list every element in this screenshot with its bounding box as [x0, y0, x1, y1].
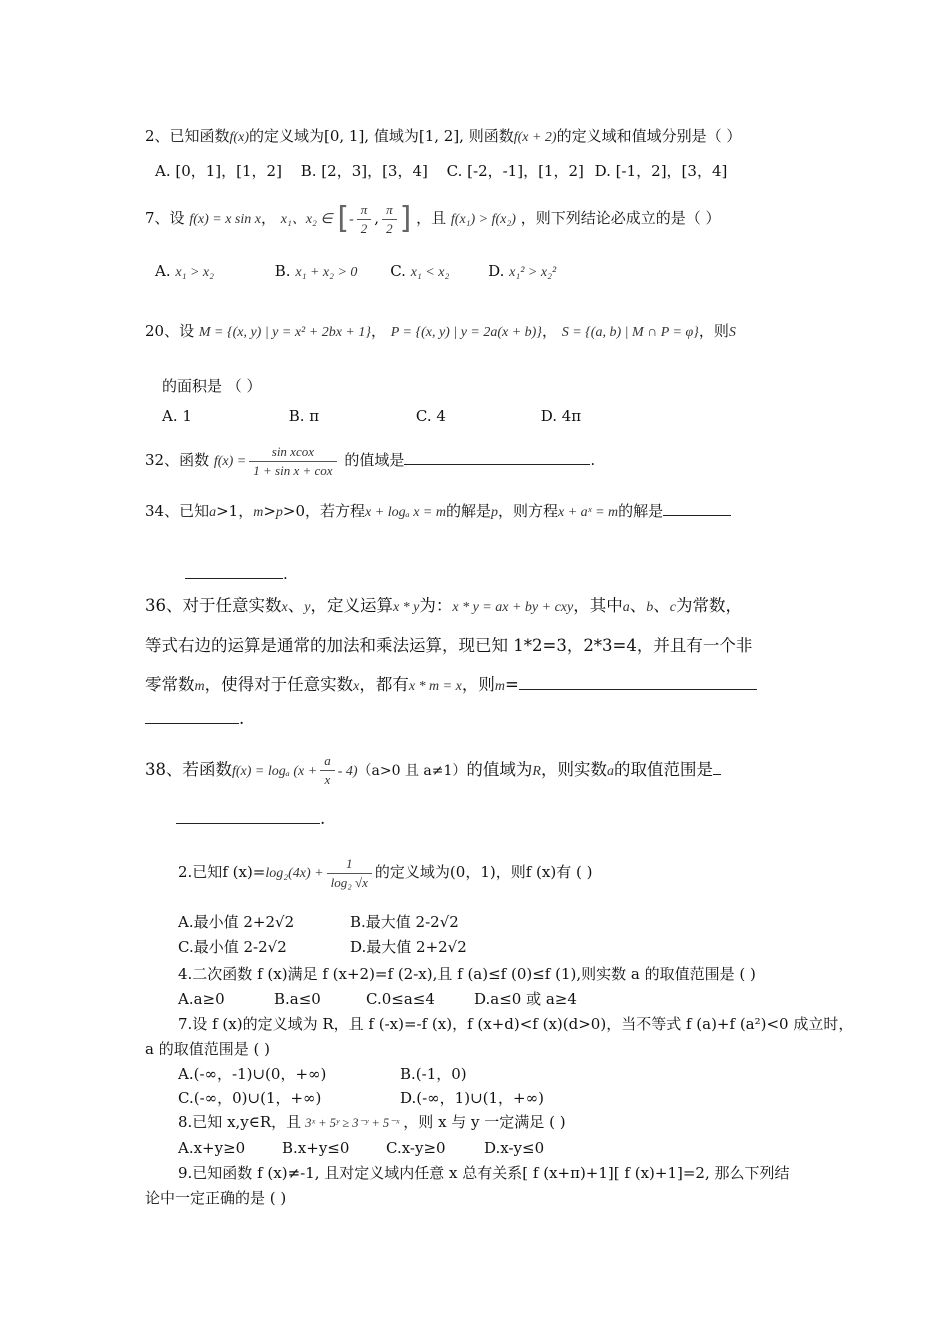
option-c: C. 4 — [415, 407, 446, 425]
question-2 — [145, 125, 741, 149]
question-text: 的定义域为[0, 1], 值域为[1, 2], 则函数 — [248, 127, 514, 145]
question-text: 的取值范围是 — [613, 760, 713, 779]
option-a: A.x+y≥0 — [178, 1139, 246, 1157]
option-b: B. π — [288, 407, 320, 425]
question-38-line2 — [176, 806, 325, 832]
question-text: 2.已知 — [178, 863, 223, 881]
problem-4-options — [178, 988, 577, 1010]
problem-7-options-row1 — [178, 1063, 467, 1085]
problem-7-line2: a 的取值范围是 ( ) — [145, 1040, 270, 1058]
question-text: 34、已知 — [145, 502, 210, 520]
question-text: ，其中 — [573, 596, 623, 615]
math-expression: x + aˣ = m — [558, 505, 619, 520]
question-text: 、 — [653, 596, 670, 615]
option-d: D.(-∞，1)∪(1，+∞) — [400, 1089, 544, 1107]
math-expression: x * m = x — [408, 679, 462, 694]
option-d: D.a≤0 或 a≥4 — [474, 990, 577, 1008]
math-expression: P = {(x, y) | y = 2a(x + b)} — [390, 325, 542, 340]
option-b: x₁ + x₂ > 0 — [295, 265, 358, 280]
bracket-right: ] — [399, 201, 412, 236]
option-c: C.(-∞，0)∪(1，+∞) — [178, 1089, 322, 1107]
bracket-left: [ — [337, 201, 350, 236]
math-expression: - — [349, 212, 354, 227]
math-expression: c — [669, 600, 676, 615]
math-expression: m — [494, 679, 505, 694]
option-b: B. [2，3]，[3，4] — [300, 162, 428, 180]
math-expression: p — [490, 505, 498, 520]
math-expression: - 4) — [337, 764, 358, 779]
question-36-line3 — [145, 672, 757, 700]
option-b: B.x+y≤0 — [282, 1139, 350, 1157]
question-text: ，则 x 与 y 一定满足 ( ) — [403, 1113, 566, 1131]
problem-9-line2: 论中一定正确的是 ( ) — [145, 1189, 287, 1207]
question-text: 38、若函数 — [145, 760, 232, 779]
question-20: 20、设 M = {(x, y) | y = x² + 2bx + 1}， P = {(x, y) | y = 2a(x + b)}， S = {(a, b) | M ∩ P = φ}，则S — [145, 322, 736, 340]
question-38 — [145, 748, 721, 794]
math-expression: f(x + 2) — [513, 130, 557, 145]
question-text: 8.已知 x,y∈R，且 — [178, 1113, 302, 1131]
question-2-options — [155, 160, 727, 182]
option-b: B.a≤0 — [274, 990, 321, 1008]
question-36-line4 — [145, 706, 244, 732]
answer-blank[interactable] — [176, 809, 320, 824]
question-text: ，则 — [461, 675, 495, 694]
math-expression: f(x₁) > f(x₂) — [450, 212, 516, 227]
option-c: x₁ < x₂ — [410, 265, 450, 280]
option-b: B.最大值 2-2√2 — [350, 913, 459, 931]
question-text: 2、已知函数 — [145, 127, 230, 145]
problem-4: 4.二次函数 f (x)满足 f (x+2)=f (2-x),且 f (a)≤f (0)≤f (1),则实数 a 的取值范围是 ( ) — [178, 965, 756, 983]
problem-7-options-row2 — [178, 1087, 544, 1109]
option-c: C.x-y≥0 — [386, 1139, 446, 1157]
problem-8 — [178, 1111, 566, 1134]
option-a: A.最小值 2+2√2 — [178, 913, 295, 931]
answer-blank[interactable] — [713, 760, 721, 775]
option-d: D. [-1，2]，[3，4] — [594, 162, 728, 180]
math-expression: x * y — [392, 600, 420, 615]
problem-2-options-row1 — [178, 911, 459, 933]
math-expression: y — [304, 600, 311, 615]
question-text: ，都有 — [359, 675, 409, 694]
math-expression: f (x)= — [222, 863, 266, 881]
question-20-options — [162, 405, 581, 427]
math-expression: S = {(a, b) | M ∩ P = φ} — [561, 325, 699, 340]
math-expression: p — [275, 505, 283, 520]
math-expression: b — [646, 600, 654, 615]
math-expression: log₂(4x) + — [265, 866, 324, 881]
math-expression: M = {(x, y) | y = x² + 2bx + 1} — [198, 325, 371, 340]
question-text: 7、设 — [145, 209, 185, 227]
question-text: 、 — [629, 596, 647, 615]
option-d: D.最大值 2+2√2 — [350, 938, 467, 956]
question-text: ，且 — [416, 209, 447, 227]
option-d: x₁² > x₂² — [509, 265, 557, 280]
question-text: 36、对于任意实数 — [145, 596, 282, 615]
math-expression: a — [606, 764, 614, 779]
question-36-line2: 等式右边的运算是通常的加法和乘法运算，现已知 1*2=3，2*3=4，并且有一个非 — [145, 636, 753, 655]
math-expression: 3ˣ + 5ʸ ≥ 3⁻ʸ + 5⁻ˣ — [305, 1116, 400, 1130]
math-expression: a — [209, 505, 217, 520]
math-expression: R — [532, 764, 541, 779]
fraction: $\frac{\text{sin xcox}}{\text{1 + sin x + cox}}$ — [249, 443, 336, 480]
question-text: 的定义域和值域分别是（ ） — [556, 127, 742, 145]
math-expression: x + logₐ x = m — [365, 505, 446, 520]
option-a: A. [0，1]，[1，2] — [155, 162, 282, 180]
answer-blank[interactable] — [185, 564, 283, 579]
question-text: > — [263, 502, 276, 520]
problem-9-line1: 9.已知函数 f (x)≠-1, 且对定义域内任意 x 总有关系[ f (x+π)+1][ f (x)+1]=2, 那么下列结 — [178, 1164, 790, 1182]
question-text: 的解是 — [618, 502, 664, 520]
question-text: 为： — [419, 596, 453, 615]
option-a: A. 1 — [162, 407, 192, 425]
option-c: C.最小值 2-2√2 — [178, 938, 287, 956]
option-a: A.(-∞，-1)∪(0，+∞) — [178, 1065, 327, 1083]
problem-8-options — [178, 1137, 544, 1159]
problem-7-line1: 7.设 f (x)的定义域为 R，且 f (-x)=-f (x)，f (x+d)<f (x)(d>0)，当不等式 f (a)+f (a²)<0 成立时， — [178, 1015, 854, 1033]
option-b: B.(-1，0) — [400, 1065, 467, 1083]
fraction: $\frac{\pi}{2}$ — [382, 201, 397, 238]
question-text: ，则实数 — [540, 760, 607, 779]
question-text: 的值域为 — [466, 760, 533, 779]
math-expression: m — [253, 505, 264, 520]
question-text: 的值域是 — [344, 451, 405, 469]
question-text: ，使得对于任意实数 — [204, 675, 354, 694]
fraction: $\frac{a}{x}$ — [320, 752, 335, 789]
math-expression: S — [728, 325, 736, 340]
question-36-line1 — [145, 593, 742, 621]
question-text: （a>0 且 a≠1） — [357, 763, 467, 779]
question-text: 32、函数 — [145, 451, 210, 469]
option-a: A.a≥0 — [178, 990, 225, 1008]
math-expression: f(x) = x sin x — [189, 212, 261, 227]
option-c: C. [-2，-1]，[1，2] — [446, 162, 584, 180]
math-expression: x — [353, 679, 360, 694]
question-text: = — [504, 675, 519, 694]
math-expression: x * y = ax + by + cxy — [452, 600, 574, 615]
fraction: $\frac{\pi}{2}$ — [357, 201, 372, 238]
math-expression: x₁、x₂ ∈ — [280, 212, 333, 227]
option-d: D.x-y≤0 — [484, 1139, 545, 1157]
math-expression: f(x) = — [213, 454, 247, 469]
math-expression: m — [194, 679, 205, 694]
math-expression: x — [281, 600, 288, 615]
question-7: 7、设 f(x) = x sin x， x₁、x₂ ∈ [- $\frac{\pi}{2}$ , $\frac{\pi}{2}$ ] ，且 f(x₁) > f(x₂) ，则下列结论必成立的是（ ） — [145, 201, 721, 236]
fraction: $\frac{1}{\text{log₂ √x}}$ — [327, 855, 372, 892]
question-text: . — [590, 451, 596, 469]
answer-blank[interactable] — [663, 501, 731, 516]
question-7-options — [155, 260, 556, 284]
option-d: D. 4π — [540, 407, 582, 425]
question-text: . — [283, 565, 288, 583]
question-text: ，则方程 — [497, 502, 558, 520]
option-c: C.0≤a≤4 — [366, 990, 435, 1008]
question-text: 为常数， — [675, 596, 742, 615]
question-text: . — [320, 809, 326, 828]
question-text: 20、设 — [145, 322, 195, 340]
option-c-label: C. — [390, 262, 406, 280]
problem-2: 2.已知f (x)=log₂(4x) + $\frac{1}{\text{log₂ √x}}$ 的定义域为(0，1)，则f (x)有 ( ) — [178, 855, 593, 890]
question-34 — [145, 500, 731, 524]
math-expression: f(x) = logₐ (x + — [232, 764, 318, 779]
question-text: >1， — [216, 502, 254, 520]
question-text: ，则 — [698, 322, 729, 340]
answer-blank[interactable] — [145, 709, 239, 724]
question-text: >0，若方程 — [282, 502, 366, 520]
option-b-label: B. — [274, 262, 291, 280]
option-a-label: A. — [155, 262, 171, 280]
question-text: 有 ( ) — [556, 863, 593, 881]
math-expression: a — [622, 600, 630, 615]
math-expression: f(x) — [229, 130, 249, 145]
question-text: ，定义运算 — [310, 596, 393, 615]
question-20-line2: 的面积是 （ ） — [162, 377, 262, 395]
option-d-label: D. — [488, 262, 505, 280]
question-34-line2 — [185, 563, 288, 585]
answer-blank[interactable] — [404, 450, 590, 465]
question-text: 零常数 — [145, 675, 195, 694]
option-a: x₁ > x₂ — [175, 265, 214, 280]
answer-blank[interactable] — [519, 675, 757, 690]
question-text: 的解是 — [445, 502, 491, 520]
question-text: 、 — [287, 596, 305, 615]
problem-2-options-row2 — [178, 936, 467, 958]
question-text: ，则下列结论必成立的是（ ） — [520, 209, 721, 227]
question-text: . — [239, 709, 245, 728]
question-32 — [145, 440, 595, 482]
question-text: 的定义域为(0，1)，则 — [374, 863, 526, 881]
